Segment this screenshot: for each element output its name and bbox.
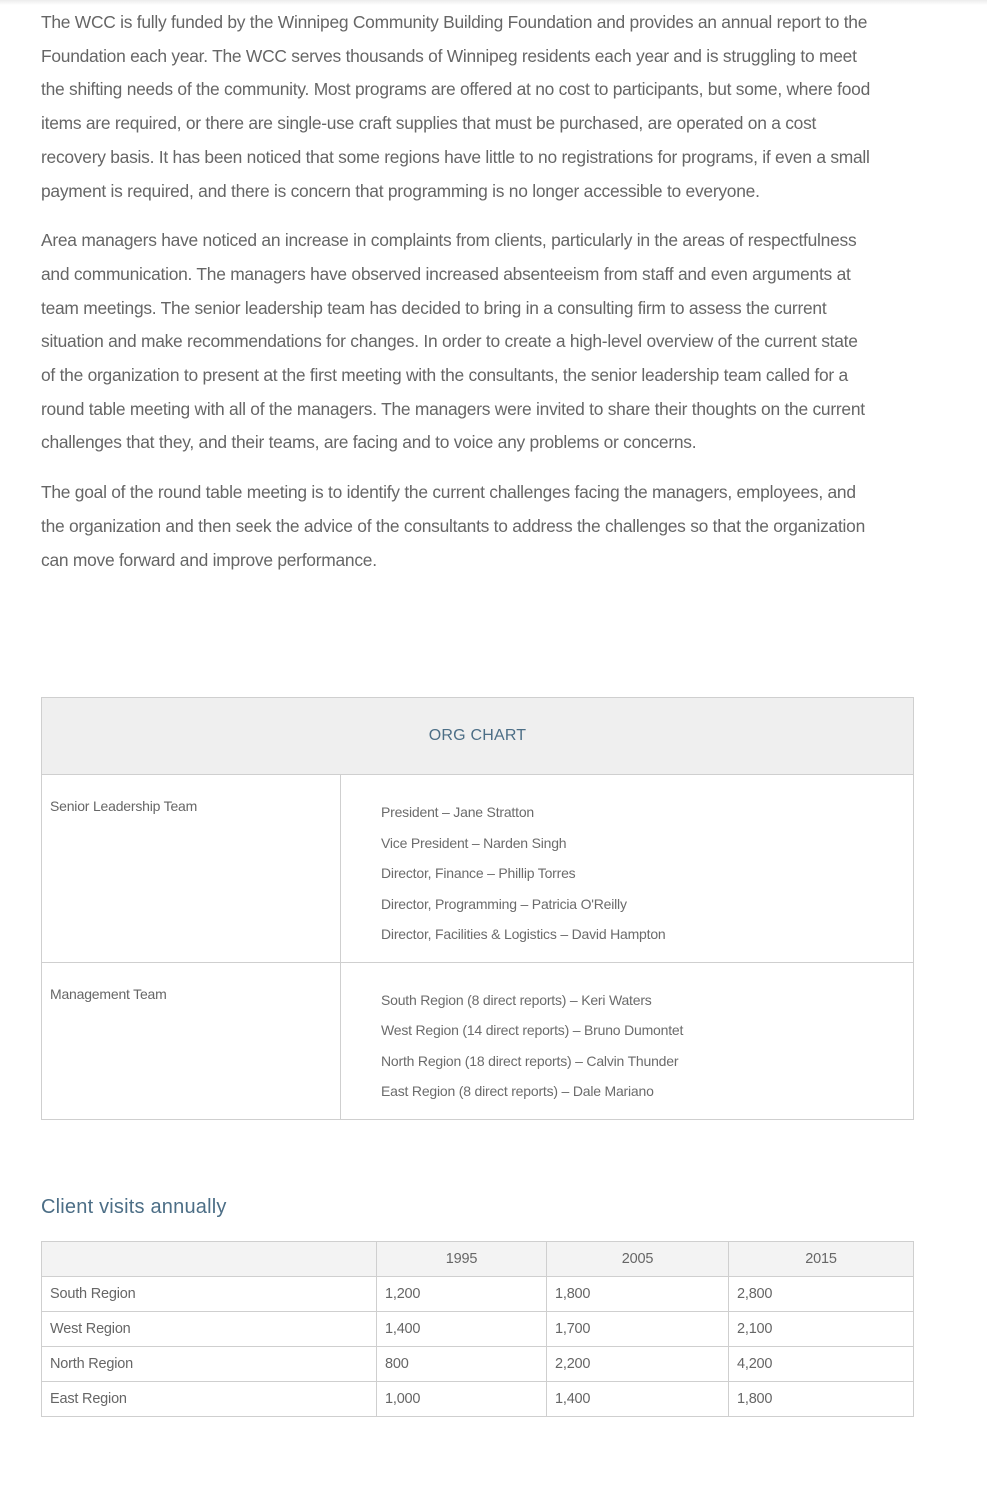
value-cell: 1,800 (547, 1277, 729, 1312)
value-cell: 800 (377, 1347, 547, 1382)
team-member: Director, Facilities & Logistics – David Hampton (381, 926, 666, 942)
client-visits-title: Client visits annually (41, 1196, 227, 1218)
team-member: South Region (8 direct reports) – Keri Waters (381, 991, 652, 1008)
team-member: Vice President – Narden Singh (381, 834, 567, 851)
value-cell: 2,100 (729, 1312, 914, 1347)
team-member: Director, Finance – Phillip Torres (381, 865, 576, 881)
paragraph-goal: The goal of the round table meeting is to identify the current challenges facing the managers, employees, and the organization and then seek the advice of the consultants to address the challenges so that the organization can move forward and improve performance. (41, 482, 866, 570)
team-member: East Region (8 direct reports) – Dale Mariano (381, 1083, 654, 1099)
column-header-region (42, 1242, 377, 1277)
top-shadow (0, 0, 987, 5)
table-row (42, 1312, 914, 1347)
article-body (41, 6, 871, 593)
table-header-row (42, 1242, 914, 1277)
value-cell: 2,800 (729, 1277, 914, 1312)
org-row-management (42, 962, 914, 1119)
region-cell: North Region (42, 1347, 377, 1382)
org-chart-table (41, 697, 914, 1120)
value-cell: 1,400 (377, 1312, 547, 1347)
value-cell: 4,200 (729, 1347, 914, 1382)
team-label-senior-leadership: Senior Leadership Team (42, 775, 341, 963)
paragraph-funding: The WCC is fully funded by the Winnipeg Community Building Foundation and provides an annual report to the Foundation each year. The WCC serves thousands of Winnipeg residents each year and is struggling to meet the shifting needs of the community. Most programs are offered at no cost to participants, but some, where food items are required, or there are single-use craft supplies that must be purchased, are operated on a cost recovery basis. It has been noticed that some regions have little to no registrations for programs, if even a small payment is required, and there is concern that programming is no longer accessible to everyone. (41, 12, 871, 201)
column-header-2015: 2015 (729, 1242, 914, 1277)
team-members-senior-leadership (341, 775, 914, 963)
value-cell: 1,700 (547, 1312, 729, 1347)
column-header-1995: 1995 (377, 1242, 547, 1277)
team-label-management: Management Team (42, 962, 341, 1119)
value-cell: 2,200 (547, 1347, 729, 1382)
table-row (42, 1277, 914, 1312)
region-cell: East Region (42, 1382, 377, 1417)
table-row (42, 1347, 914, 1382)
org-chart-title: ORG CHART (42, 698, 914, 775)
team-member: West Region (14 direct reports) – Bruno Dumontet (381, 1022, 684, 1038)
org-row-senior-leadership (42, 775, 914, 963)
value-cell: 1,000 (377, 1382, 547, 1417)
client-visits-table (41, 1241, 914, 1417)
region-cell: West Region (42, 1312, 377, 1347)
column-header-2005: 2005 (547, 1242, 729, 1277)
table-row (42, 1382, 914, 1417)
team-member: North Region (18 direct reports) – Calvin Thunder (381, 1052, 679, 1069)
value-cell: 1,200 (377, 1277, 547, 1312)
team-members-management (341, 962, 914, 1119)
paragraph-complaints: Area managers have noticed an increase in complaints from clients, particularly in the areas of respectfulness and communication. The managers have observed increased absenteeism from staff and even arguments at team meetings. The senior leadership team has decided to bring in a consulting firm to assess the current situation and make recommendations for changes. In order to create a high-level overview of the current state of the organization to present at the first meeting with the consultants, the senior leadership team called for a round table meeting with all of the managers. The managers were invited to share their thoughts on the current challenges that they, and their teams, are facing and to voice any problems or concerns. (41, 230, 865, 453)
value-cell: 1,800 (729, 1382, 914, 1417)
team-member: Director, Programming – Patricia O'Reilly (381, 895, 627, 912)
org-chart-header-row (42, 698, 914, 775)
region-cell: South Region (42, 1277, 377, 1312)
value-cell: 1,400 (547, 1382, 729, 1417)
team-member: President – Jane Stratton (381, 804, 534, 820)
